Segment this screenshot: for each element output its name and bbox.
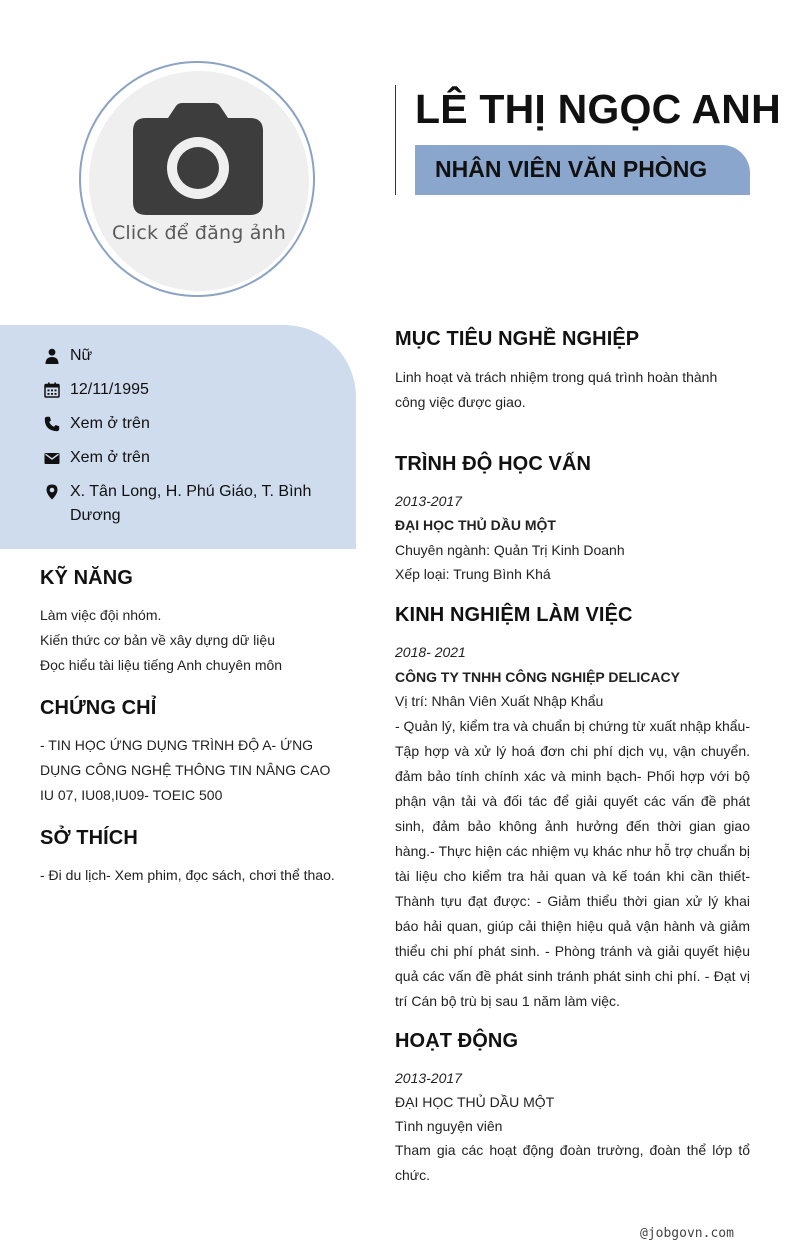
experience-block bbox=[395, 640, 750, 1014]
mail-icon bbox=[44, 450, 60, 466]
list-item: Đọc hiểu tài liệu tiếng Anh chuyên môn bbox=[40, 657, 283, 673]
avatar-upload[interactable] bbox=[89, 71, 309, 291]
address-value: X. Tân Long, H. Phú Giáo, T. Bình Dương bbox=[70, 483, 312, 524]
activities-role: Tình nguyện viên bbox=[395, 1118, 503, 1134]
experience-company: CÔNG TY TNHH CÔNG NGHIỆP DELICACY bbox=[395, 668, 680, 685]
candidate-name: LÊ THỊ NGỌC ANH bbox=[415, 86, 781, 132]
birthday-value: 12/11/1995 bbox=[70, 381, 149, 398]
calendar-icon bbox=[44, 382, 60, 398]
activities-period: 2013-2017 bbox=[395, 1070, 462, 1086]
phone-icon bbox=[44, 416, 60, 432]
experience-heading: KINH NGHIỆM LÀM VIỆC bbox=[395, 604, 633, 626]
job-title: NHÂN VIÊN VĂN PHÒNG bbox=[415, 145, 750, 195]
activities-block bbox=[395, 1066, 750, 1188]
activities-heading: HOẠT ĐỘNG bbox=[395, 1030, 519, 1052]
certificates-heading: CHỨNG CHỈ bbox=[40, 697, 157, 719]
experience-period: 2018- 2021 bbox=[395, 644, 466, 660]
education-grade: Xếp loại: Trung Bình Khá bbox=[395, 565, 551, 582]
gender-value: Nữ bbox=[70, 347, 93, 364]
phone-value: Xem ở trên bbox=[70, 415, 150, 432]
skills-list bbox=[40, 603, 340, 678]
education-school: ĐẠI HỌC THỦ DẦU MỘT bbox=[395, 517, 556, 534]
camera-icon bbox=[132, 102, 264, 217]
skills-heading: KỸ NĂNG bbox=[40, 567, 133, 589]
objective-text: Linh hoạt và trách nhiệm trong quá trình hoàn thành công việc được giao. bbox=[395, 369, 718, 410]
list-item: Làm việc đội nhóm. bbox=[40, 607, 162, 623]
person-icon bbox=[44, 348, 60, 364]
personal-info-panel bbox=[0, 325, 356, 549]
hobbies-text: - Đi du lịch- Xem phim, đọc sách, chơi thể thao. bbox=[40, 867, 335, 883]
location-pin-icon bbox=[44, 484, 60, 500]
activities-description: Tham gia các hoạt động đoàn trường, đoàn thể lớp tổ chức. bbox=[395, 1142, 750, 1183]
education-major: Chuyên ngành: Quản Trị Kinh Doanh bbox=[395, 541, 625, 558]
experience-role: Vị trí: Nhân Viên Xuất Nhập Khẩu bbox=[395, 693, 604, 709]
objective-heading: MỤC TIÊU NGHỀ NGHIỆP bbox=[395, 328, 640, 350]
education-period: 2013-2017 bbox=[395, 493, 462, 509]
upload-photo-label[interactable]: Click để đăng ảnh bbox=[111, 222, 287, 244]
hobbies-heading: SỞ THÍCH bbox=[40, 827, 138, 849]
activities-org: ĐẠI HỌC THỦ DẦU MỘT bbox=[395, 1094, 555, 1110]
certificates-text: - TIN HỌC ỨNG DỤNG TRÌNH ĐỘ A- ỨNG DỤNG CÔNG NGHỆ THÔNG TIN NÂNG CAO IU 07, IU08,IU09- TOEIC 500 bbox=[40, 737, 331, 803]
education-block bbox=[395, 489, 750, 586]
email-value: Xem ở trên bbox=[70, 449, 150, 466]
footer-watermark: @jobgovn.com bbox=[640, 1226, 734, 1241]
education-heading: TRÌNH ĐỘ HỌC VẤN bbox=[395, 453, 592, 475]
experience-description: - Quản lý, kiểm tra và chuẩn bị chứng từ xuất nhập khẩu- Tập hợp và xử lý hoá đơn chi phí dịch vụ, vận chuyển. đảm bảo tính chính xác và minh bạch- Phối hợp với bộ phận vận tải và đối tác để giải quyết các vấn đề phát sinh, đảm bảo không ảnh hưởng đến thời gian giao hàng.- Thực hiện các nhiệm vụ khác như hỗ trợ chuẩn bị tài liệu cho kiểm tra hải quan và kế toán khi cần thiết- Thành tựu đạt được: - Giảm thiểu thời gian xử lý khai báo hải quan, giúp cải thiện hiệu quả vận hành và giảm thiểu chi phí phát sinh. - Phòng tránh và giải quyết hiệu quả các vấn đề phát sinh tránh phát sinh chi phí. - Đạt vị trí Cán bộ trù bị sau 1 năm làm việc. bbox=[395, 717, 750, 1009]
list-item: Kiến thức cơ bản về xây dựng dữ liệu bbox=[40, 632, 275, 648]
header-divider bbox=[395, 85, 396, 195]
